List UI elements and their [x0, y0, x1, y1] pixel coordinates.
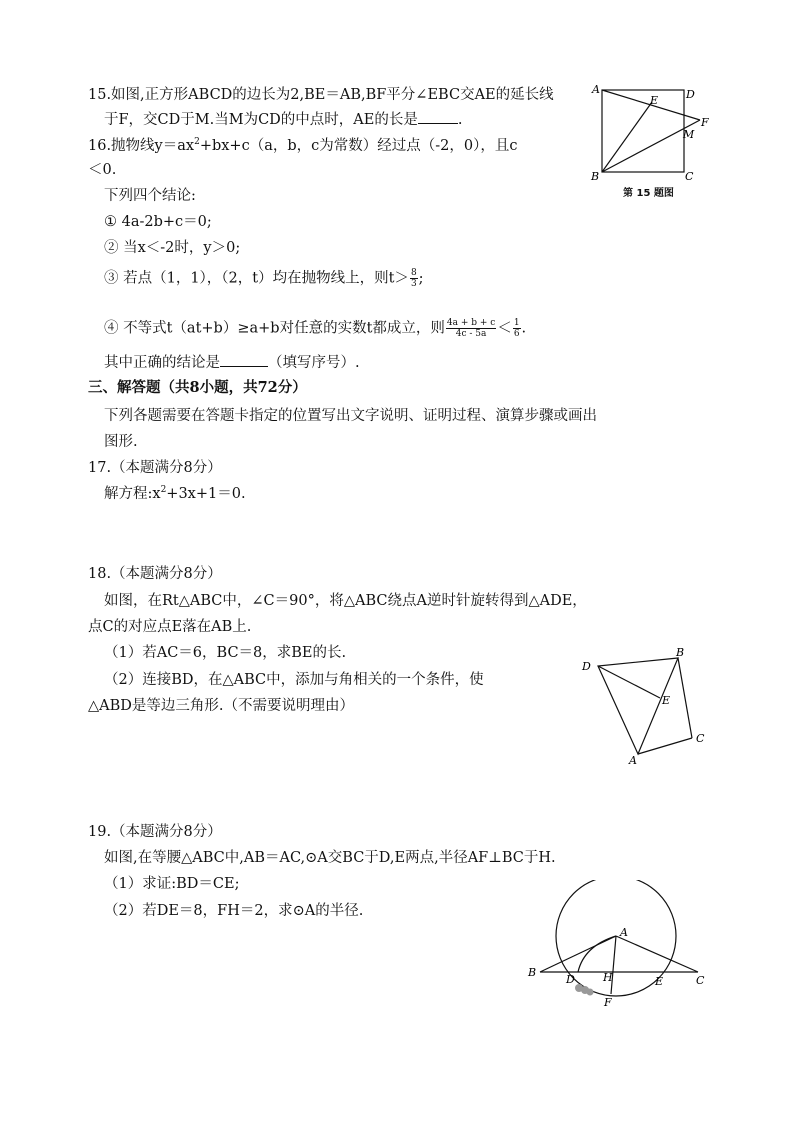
q19-title: 19.（本题满分8分） [88, 824, 222, 840]
q15-answer-blank[interactable] [418, 109, 458, 124]
q16-c4-den: 4c - 5a [455, 329, 487, 339]
q16-c4-end: . [521, 320, 527, 337]
q15-label-C: C [685, 170, 694, 182]
q16-c4-fraction2 [513, 318, 521, 339]
q16-conclusion-3 [104, 268, 424, 289]
q17-body-sup: 2 [160, 485, 167, 495]
q18-label-D: D [582, 660, 591, 673]
q16-answer-line [104, 352, 360, 373]
q18-line-DE [598, 666, 660, 698]
q16-line1-sup: 2 [194, 137, 200, 147]
q16-conclusion-4 [104, 318, 526, 339]
q18-line1: 如图，在Rt△ABC中，∠C＝90°，将△ABC绕点A逆时针旋转得到△ADE， [104, 593, 587, 609]
q17-body-b: +3x+1＝0. [166, 486, 246, 502]
q16-conclusion-1: ① 4a-2b+c＝0; [104, 214, 212, 230]
q17-body-a: 解方程:x [104, 486, 161, 502]
q18-label-A: A [629, 754, 637, 767]
section3-instr2: 图形. [104, 434, 138, 450]
q19-mark-icon [575, 984, 594, 996]
q16-c3-end: ; [418, 270, 424, 287]
q18-line-CA [638, 738, 692, 754]
q16-answer-blank[interactable] [220, 352, 268, 367]
q16-line2: ＜0. [88, 162, 117, 178]
q19-line1: 如图,在等腰△ABC中,AB＝AC,⊙A交BC于D,E两点,半径AF⊥BC于H. [104, 850, 556, 866]
q16-c3-den: 3 [410, 279, 417, 289]
q18-label-E: E [662, 694, 671, 707]
q16-c4-den2: 6 [513, 329, 520, 339]
q19-label-B: B [528, 966, 537, 979]
q19-label-C: C [696, 974, 705, 987]
q16-c4-lt: ＜ [497, 320, 512, 337]
q16-c3-fraction [410, 268, 418, 289]
q19-radius-AF [611, 936, 616, 994]
q18-part1: （1）若AC＝6，BC＝8，求BE的长. [104, 645, 347, 661]
q19-label-F: F [604, 996, 612, 1009]
q18-line2: 点C的对应点E落在AB上. [88, 619, 252, 635]
q19-figure [522, 880, 712, 1010]
q16-line1-a: 16.抛物线y＝ax [88, 138, 195, 154]
q15-line2-text: 于F，交CD于M.当M为CD的中点时，AE的长是 [104, 112, 418, 128]
q18-label-B: B [676, 646, 685, 659]
q16-conclusion-2: ② 当x＜-2时，y＞0; [104, 240, 241, 256]
q19-label-A: A [620, 926, 628, 939]
q18-label-C: C [696, 732, 705, 745]
q16-intro: 下列四个结论: [104, 188, 196, 204]
q18-title: 18.（本题满分8分） [88, 566, 222, 582]
q16-c3-num: 8 [410, 268, 417, 278]
q16-c4-text: ④ 不等式t（at+b）≥a+b对任意的实数t都成立，则 [104, 320, 445, 337]
section3-title: 三、解答题（共8小题，共72分） [88, 379, 307, 396]
q16-c4-num2: 1 [513, 318, 520, 328]
q19-part2: （2）若DE＝8，FH＝2，求⊙A的半径. [104, 903, 364, 919]
q18-part2b: △ABD是等边三角形.（不需要说明理由） [88, 698, 355, 714]
q15-fig-caption: 第 15 题图 [623, 188, 674, 199]
q15-label-F: F [701, 116, 709, 129]
q19-label-H: H [603, 971, 613, 984]
q15-line2-end: . [457, 112, 463, 128]
q18-line-BC [678, 658, 692, 738]
q17-title: 17.（本题满分8分） [88, 460, 222, 476]
q19-label-E: E [655, 975, 664, 988]
q15-label-M: M [683, 128, 695, 141]
q15-line2 [104, 109, 462, 130]
q16-answer-hint: （填写序号）. [268, 355, 360, 371]
q16-c3-text: ③ 若点（1，1），（2，t）均在抛物线上，则t＞ [104, 270, 409, 287]
q16-c4-num: 4a + b + c [446, 318, 496, 328]
q19-part1: （1）求证:BD＝CE; [104, 876, 240, 892]
q19-line-AB [540, 936, 616, 972]
q19-line-AC [616, 936, 698, 972]
q15-label-D: D [686, 88, 695, 101]
q19-arc-AD [578, 936, 616, 972]
q16-line1 [88, 136, 517, 156]
q15-label-B: B [591, 170, 600, 182]
q15-figure [588, 80, 712, 182]
q16-answer-label: 其中正确的结论是 [104, 355, 220, 371]
section3-instr1: 下列各题需要在答题卡指定的位置写出文字说明、证明过程、演算步骤或画出 [104, 408, 597, 424]
q15-line1: 15.如图,正方形ABCD的边长为2,BE＝AB,BF平分∠EBC交AE的延长线 [88, 87, 554, 103]
q18-part2: （2）连接BD，在△ABC中，添加与角相关的一个条件，使 [104, 672, 484, 688]
q18-figure [572, 646, 712, 768]
q15-label-A: A [592, 83, 600, 96]
q15-label-E: E [650, 94, 659, 107]
q17-body [104, 484, 246, 504]
q15-line-BE [602, 102, 652, 172]
q16-line1-b: +bx+c（a，b，c为常数）经过点（-2，0），且c [199, 138, 518, 154]
q16-c4-fraction [446, 318, 496, 339]
q19-label-D: D [566, 973, 575, 986]
